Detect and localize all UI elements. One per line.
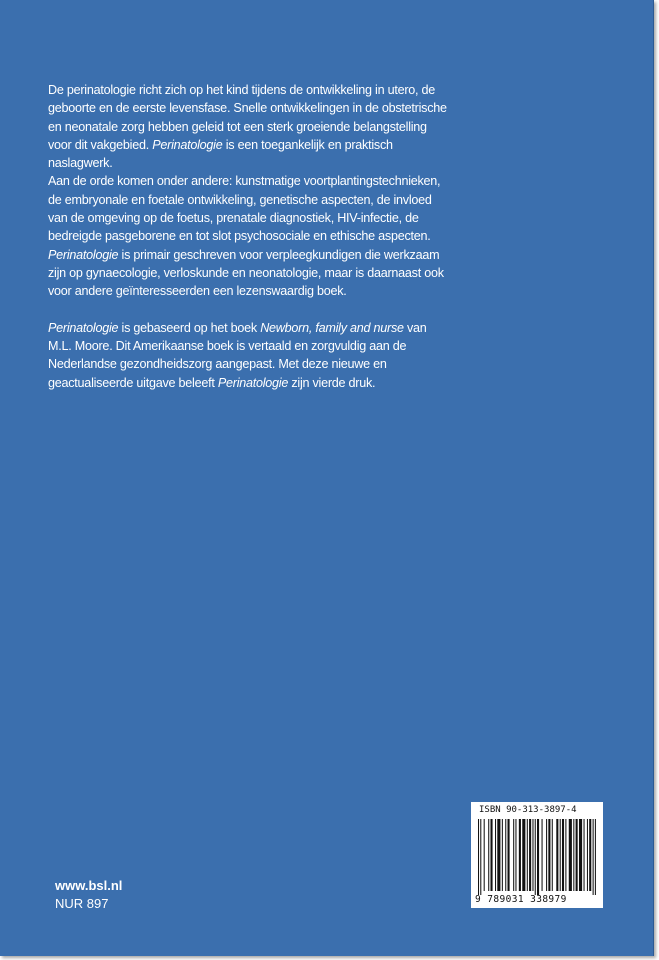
barcode-bar	[513, 819, 514, 891]
book-title-italic: Perinatologie	[48, 320, 119, 335]
barcode-bar	[522, 819, 525, 891]
book-title-italic: Perinatologie	[48, 247, 119, 262]
barcode-bar	[480, 819, 481, 895]
barcode-bar	[515, 819, 516, 891]
blurb-paragraph-audience	[48, 246, 448, 301]
book-title-italic: Perinatologie	[217, 375, 289, 390]
barcode-bar	[587, 819, 588, 891]
barcode-bar	[562, 819, 564, 891]
isbn-number: ISBN 90-313-3897-4	[479, 805, 577, 815]
barcode-bar	[508, 819, 510, 891]
barcode-bar	[579, 819, 582, 891]
barcode-bar	[548, 819, 550, 891]
blurb-text	[48, 81, 448, 392]
barcode-bar	[537, 819, 539, 895]
blurb-paragraph-topics: Aan de orde komen onder andere: kunstmatige voortplantingstechnieken, de embryonale en foetale ontwikkeling, genetische aspecten, de invloed van de omgeving op de foetus, prenatale diagnostiek, HIV-infectie, de bedreigde pasgeborene en tot slot psychosociale en ethische aspecten.	[48, 174, 441, 244]
barcode-bar	[529, 819, 531, 891]
publisher-info	[55, 877, 122, 913]
barcode-bar	[560, 819, 561, 891]
barcode-bar	[546, 819, 547, 891]
barcode-bar	[576, 819, 578, 891]
barcode-label	[471, 802, 603, 908]
blurb-origin-text: is gebaseerd op het boek	[118, 320, 261, 335]
blurb-intro-text: De perinatologie richt zich op het kind tijdens de ontwikkeling in utero, de geboorte en de eerste levensfase. Snelle ontwikkelingen in de obstetrische en neonatale zorg hebben geleid tot een sterk groeiende belangstelling voor dit vakgebied.	[48, 83, 447, 152]
barcode-bar	[495, 819, 496, 891]
barcode-bar	[527, 819, 528, 891]
barcode-bar	[565, 819, 566, 891]
blurb-origin-text-mid: van M.L. Moore. Dit Amerikaanse boek is vertaald en zorgvuldig aan de Nederlandse gezondheidszorg aangepast. Met deze nieuwe en geactualiseerde uitgave beleeft	[48, 320, 427, 390]
barcode-bar	[519, 819, 521, 891]
barcode-bar	[502, 819, 503, 891]
barcode-bar	[552, 819, 553, 891]
barcode-bar	[595, 819, 596, 895]
blurb-paragraph-intro	[48, 81, 448, 172]
book-title-italic: Perinatologie	[152, 137, 223, 152]
barcode-bar	[584, 819, 585, 891]
barcode-bar	[497, 819, 500, 891]
blurb-paragraph-origin	[48, 319, 448, 392]
barcode-bar	[556, 819, 558, 891]
barcode-bar	[505, 819, 506, 891]
barcode-bar	[542, 819, 543, 891]
nur-code: NUR 897	[55, 896, 109, 911]
barcode-bar	[490, 819, 492, 891]
blurb-audience-text: is primair geschreven voor verpleegkundigen die werkzaam zijn op gynaecologie, verloskunde en neonatologie, maar is daarnaast ook voor andere geïnteresseerden een lezenswaardig boek.	[48, 247, 444, 299]
barcode-bar	[593, 819, 594, 895]
paragraph-gap	[48, 301, 448, 319]
barcode-bar	[478, 819, 479, 895]
barcode-icon	[478, 819, 596, 895]
blurb-origin-text-end: zijn vierde druk.	[288, 375, 376, 390]
barcode-bar	[589, 819, 591, 891]
ean-number: 9 789031 338979	[475, 894, 567, 905]
barcode-bar	[573, 819, 574, 891]
barcode-bar	[569, 819, 572, 891]
publisher-url: www.bsl.nl	[55, 878, 123, 893]
blurb-intro-text-end: is een toegankelijk en praktisch naslagwerk.	[48, 137, 393, 171]
barcode-bar	[488, 819, 489, 891]
barcode-bar	[532, 819, 533, 891]
barcode-bar	[484, 819, 485, 891]
barcode-bar	[535, 819, 536, 895]
source-book-title: Newborn, family and nurse	[260, 320, 404, 335]
